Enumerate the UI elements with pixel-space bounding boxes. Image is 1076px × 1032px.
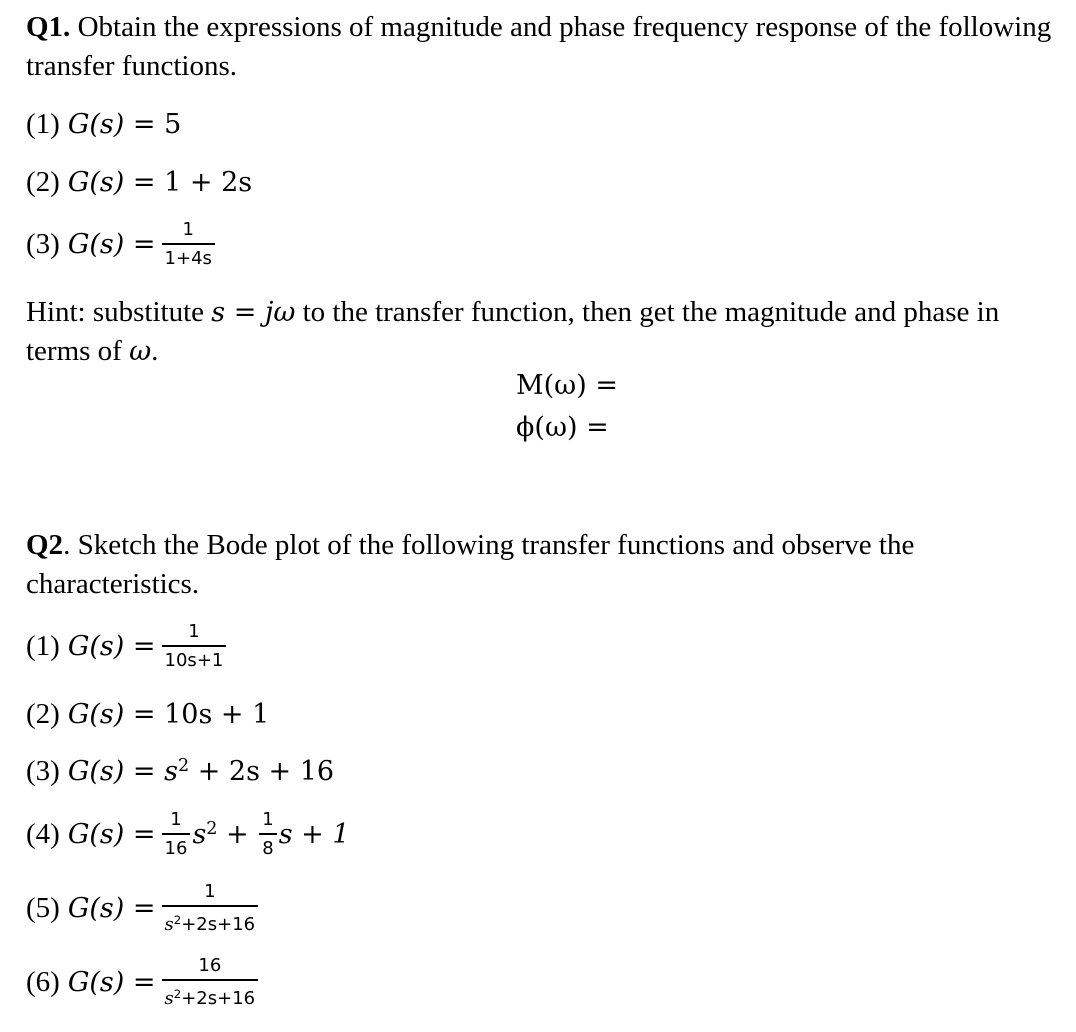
q1-hint — [26, 293, 1056, 371]
q2-number: Q2 — [26, 529, 64, 561]
q1-item-2-label: (2) — [26, 165, 60, 198]
q2-item-4 — [26, 809, 350, 859]
denominator-rest: +2s+16 — [181, 987, 256, 1009]
q2-text: . Sketch the Bode plot of the following transfer functions and observe the characteristics. — [26, 529, 915, 600]
q1-number: Q1. — [26, 11, 71, 43]
q2-item-3-label: (3) — [26, 754, 60, 787]
q2-item-4-lhs: G(s) = — [67, 818, 156, 850]
q2-item-1-label: (1) — [26, 629, 60, 662]
q1-item-3-label: (3) — [26, 227, 60, 260]
q2-item-4-fraction-1 — [162, 809, 191, 859]
q1-prompt — [26, 8, 1056, 86]
q2-item-1-lhs: G(s) = — [67, 630, 156, 662]
q1-item-1-label: (1) — [26, 107, 60, 140]
fraction-denominator: 16 — [162, 833, 191, 859]
q2-item-5 — [26, 881, 264, 935]
q2-prompt — [26, 526, 1056, 604]
q2-item-3-s: s — [164, 755, 178, 787]
q2-item-3-lhs: G(s) = — [67, 755, 156, 787]
q2-item-1 — [26, 621, 232, 671]
q1-item-2-rhs: 1 + 2s — [164, 166, 253, 198]
denominator-s: s — [164, 913, 174, 935]
fraction-numerator: 1 — [188, 621, 200, 642]
hint-text-b: to the transfer function, then get the magnitude and phase in terms of — [26, 296, 1000, 367]
magnitude-expression: M(ω) = — [516, 370, 618, 401]
hint-text-a: Hint: substitute — [26, 296, 205, 328]
q2-item-5-lhs: G(s) = — [67, 892, 156, 924]
fraction-denominator: 10s+1 — [162, 645, 227, 671]
q2-item-4-label: (4) — [26, 817, 60, 850]
q1-item-1 — [26, 102, 181, 146]
fraction-numerator: 1 — [182, 219, 194, 240]
fraction-denominator — [162, 905, 259, 935]
q2-item-4-s: s — [192, 818, 207, 850]
q1-item-3 — [26, 219, 221, 269]
q2-item-6 — [26, 955, 264, 1009]
denominator-rest: +2s+16 — [181, 913, 256, 935]
fraction-denominator: 8 — [259, 833, 276, 859]
q2-item-2 — [26, 692, 269, 736]
q2-item-2-label: (2) — [26, 697, 60, 730]
hint-omega: ω — [129, 336, 152, 367]
hint-end: . — [151, 335, 159, 367]
denominator-exponent: 2 — [173, 913, 182, 928]
q1-item-2-lhs: G(s) = — [67, 166, 156, 198]
fraction-denominator: 1+4s — [162, 243, 215, 269]
phase-expression: ϕ(ω) = — [516, 412, 609, 443]
denominator-exponent: 2 — [173, 987, 182, 1002]
fraction-numerator: 1 — [262, 809, 274, 830]
q2-item-4-plus: + — [217, 818, 258, 850]
q2-item-5-fraction — [162, 881, 259, 935]
q2-item-6-label: (6) — [26, 965, 60, 998]
fraction-numerator: 1 — [170, 809, 182, 830]
q2-item-5-label: (5) — [26, 891, 60, 924]
q1-item-1-lhs: G(s) = — [67, 108, 156, 140]
q1-item-2-equation — [68, 167, 252, 198]
q2-item-4-fraction-2 — [259, 809, 276, 859]
denominator-s: s — [164, 987, 174, 1009]
q1-item-1-equation — [68, 109, 181, 140]
q2-item-4-exponent: 2 — [206, 818, 218, 839]
q2-item-1-fraction — [162, 621, 227, 671]
q2-item-6-fraction — [162, 955, 259, 1009]
hint-substitution: s = jω — [211, 297, 296, 328]
q1-item-3-fraction — [162, 219, 215, 269]
fraction-denominator — [162, 979, 259, 1009]
q2-item-4-tail: s + 1 — [278, 818, 350, 850]
q1-item-2 — [26, 160, 252, 204]
q2-item-6-lhs: G(s) = — [67, 966, 156, 998]
fraction-numerator: 1 — [204, 881, 216, 903]
q1-item-1-rhs: 5 — [164, 108, 182, 140]
q2-item-2-rhs: 10s + 1 — [164, 698, 270, 730]
fraction-numerator: 16 — [198, 955, 222, 977]
q2-item-3-exponent: 2 — [177, 755, 190, 776]
q1-item-3-lhs: G(s) = — [67, 228, 156, 260]
q1-text: Obtain the expressions of magnitude and phase frequency response of the following transfer functions. — [26, 11, 1052, 82]
q2-item-2-lhs: G(s) = — [67, 698, 156, 730]
q2-item-3-rest: + 2s + 16 — [189, 755, 335, 787]
q2-item-3 — [26, 749, 334, 793]
